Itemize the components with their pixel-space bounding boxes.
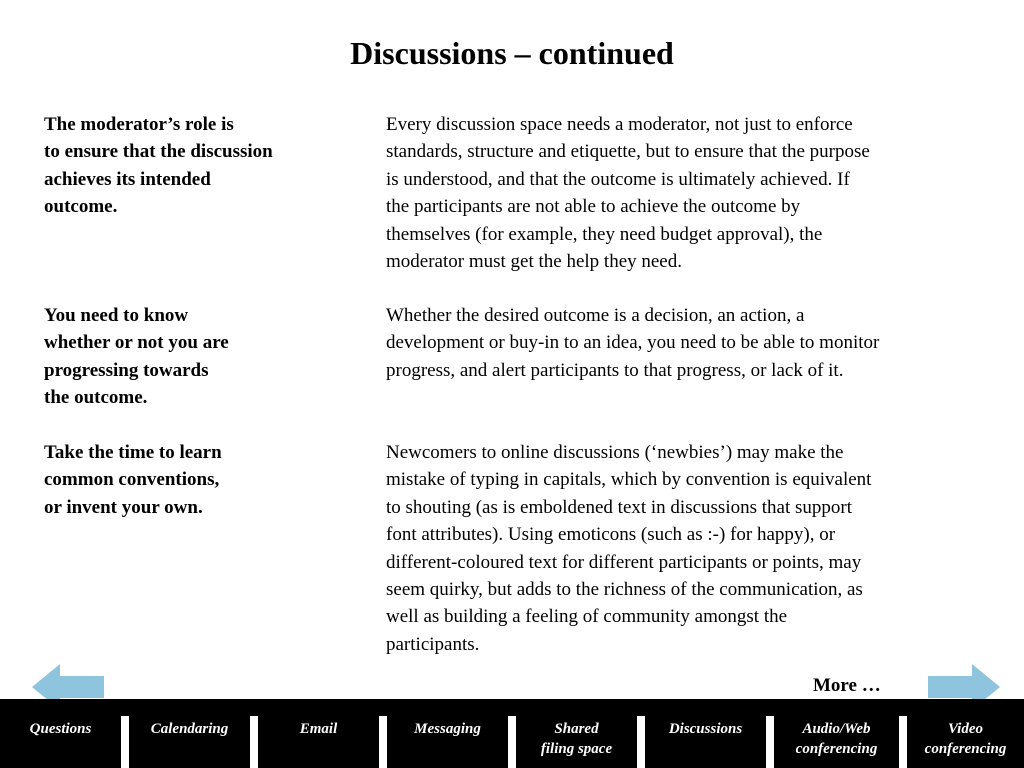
tab-messaging[interactable]: Messaging — [414, 721, 481, 737]
section-body: Whether the desired outcome is a decision, an action, a development or buy-in to an idea, you need to be able to monitor progress, and alert participants to that progress, or lack of it. — [386, 305, 880, 381]
section-body: Every discussion space needs a moderator, not just to enforce standards, structure and etiquette, but to ensure that the purpose is understood, and that the outcome is ultimately achieved. If the participants are not able to achieve the outcome by themselves (for example, they need budget approval), the moderator must get the help they need. — [386, 114, 870, 273]
section-lead: The moderator’s role is to ensure that the discussion achieves its intended outcome. — [44, 114, 273, 218]
tab-divider — [766, 716, 774, 768]
tab-calendaring[interactable]: Calendaring — [150, 721, 229, 737]
tab-divider — [121, 716, 129, 768]
tab-divider — [637, 716, 645, 768]
tab-divider — [379, 716, 387, 768]
tab-questions[interactable]: Questions — [29, 721, 92, 737]
tab-discussions[interactable]: Discussions — [668, 721, 743, 737]
section-lead: You need to know whether or not you are progressing towards the outcome. — [44, 305, 229, 409]
tab-divider — [899, 716, 907, 768]
more-link[interactable]: More … — [813, 675, 881, 696]
slide-title: Discussions – continued — [350, 35, 674, 71]
tab-email[interactable]: Email — [299, 721, 338, 737]
section-lead: Take the time to learn common conventions, or invent your own. — [44, 442, 222, 518]
tab-divider — [508, 716, 516, 768]
tab-audio-web-conferencing[interactable]: Audio/Web conferencing — [795, 721, 878, 757]
tab-shared-filing-space[interactable]: Shared filing space — [540, 721, 613, 757]
tab-divider — [250, 716, 258, 768]
tab-video-conferencing[interactable]: Video conferencing — [924, 721, 1007, 757]
section-body: Newcomers to online discussions (‘newbies’) may make the mistake of typing in capitals, which by convention is equivalent to shouting (as is emboldened text in discussions that support font attributes). Using emoticons (such as :-) for happy), or different-coloured text for different participants or points, may seem quirky, but adds to the richness of the communication, as well as building a feeling of community amongst the participants. — [386, 442, 872, 655]
